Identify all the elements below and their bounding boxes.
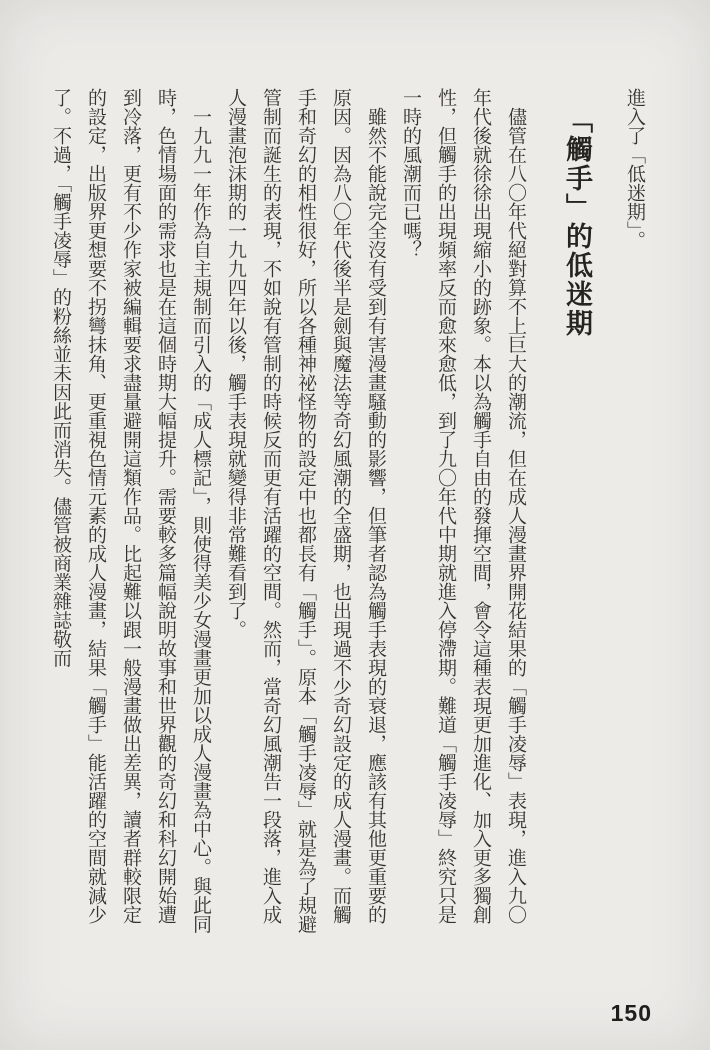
carryover-line: 進入了「低迷期」。 [624, 88, 645, 250]
paragraph-2: 雖然不能說完全沒有受到有害漫畫騷動的影響，但筆者認為觸手表現的衰退，應該有其他更重要的原因。因為八〇年代後半是劍與魔法等奇幻風潮的全盛期，也出現過不少奇幻設定的成人漫畫。而觸手和奇幻的相性很好，所以各種神祕怪物的設定中也都長有「觸手」。原本「觸手凌辱」就是為了規避管制而誕生的表現，不如說有管制的時候反而更有活躍的空間。然而，當奇幻風潮告一段落，進入成人漫畫泡沫期的一九九四年以後，觸手表現就變得非常難看到了。 [225, 88, 386, 934]
section-heading: 「觸手」的低迷期 [562, 106, 592, 338]
page-text-area [43, 88, 652, 940]
paragraph-3: 一九九一年作為自主規制而引入的「成人標記」，則使得美少女漫畫更加以成人漫畫為中心。與此同時，色情場面的需求也是在這個時期大幅提升。需要較多篇幅說明故事和世界觀的奇幻和科幻開始遭到冷落，更有不少作家被編輯要求盡量避開這類作品。比起難以跟一般漫畫做出差異，讀者群較限定的設定，出版界更想要不拐彎抹角、更重視色情元素的成人漫畫，結果「觸手」能活躍的空間就減少了。不過，「觸手凌辱」的粉絲並未因此而消失。儘管被商業雜誌敬而 [50, 88, 211, 934]
page-number: 150 [610, 1000, 652, 1026]
paragraph-1: 儘管在八〇年代絕對算不上巨大的潮流，但在成人漫畫界開花結果的「觸手凌辱」表現，進入九〇年代後就徐徐出現縮小的跡象。本以為觸手自由的發揮空間，會令這種表現更加進化、加入更多獨創性，但觸手的出現頻率反而愈來愈低，到了九〇年代中期就進入停滯期。難道「觸手凌辱」終究只是一時的風潮而已嗎？ [400, 88, 526, 924]
